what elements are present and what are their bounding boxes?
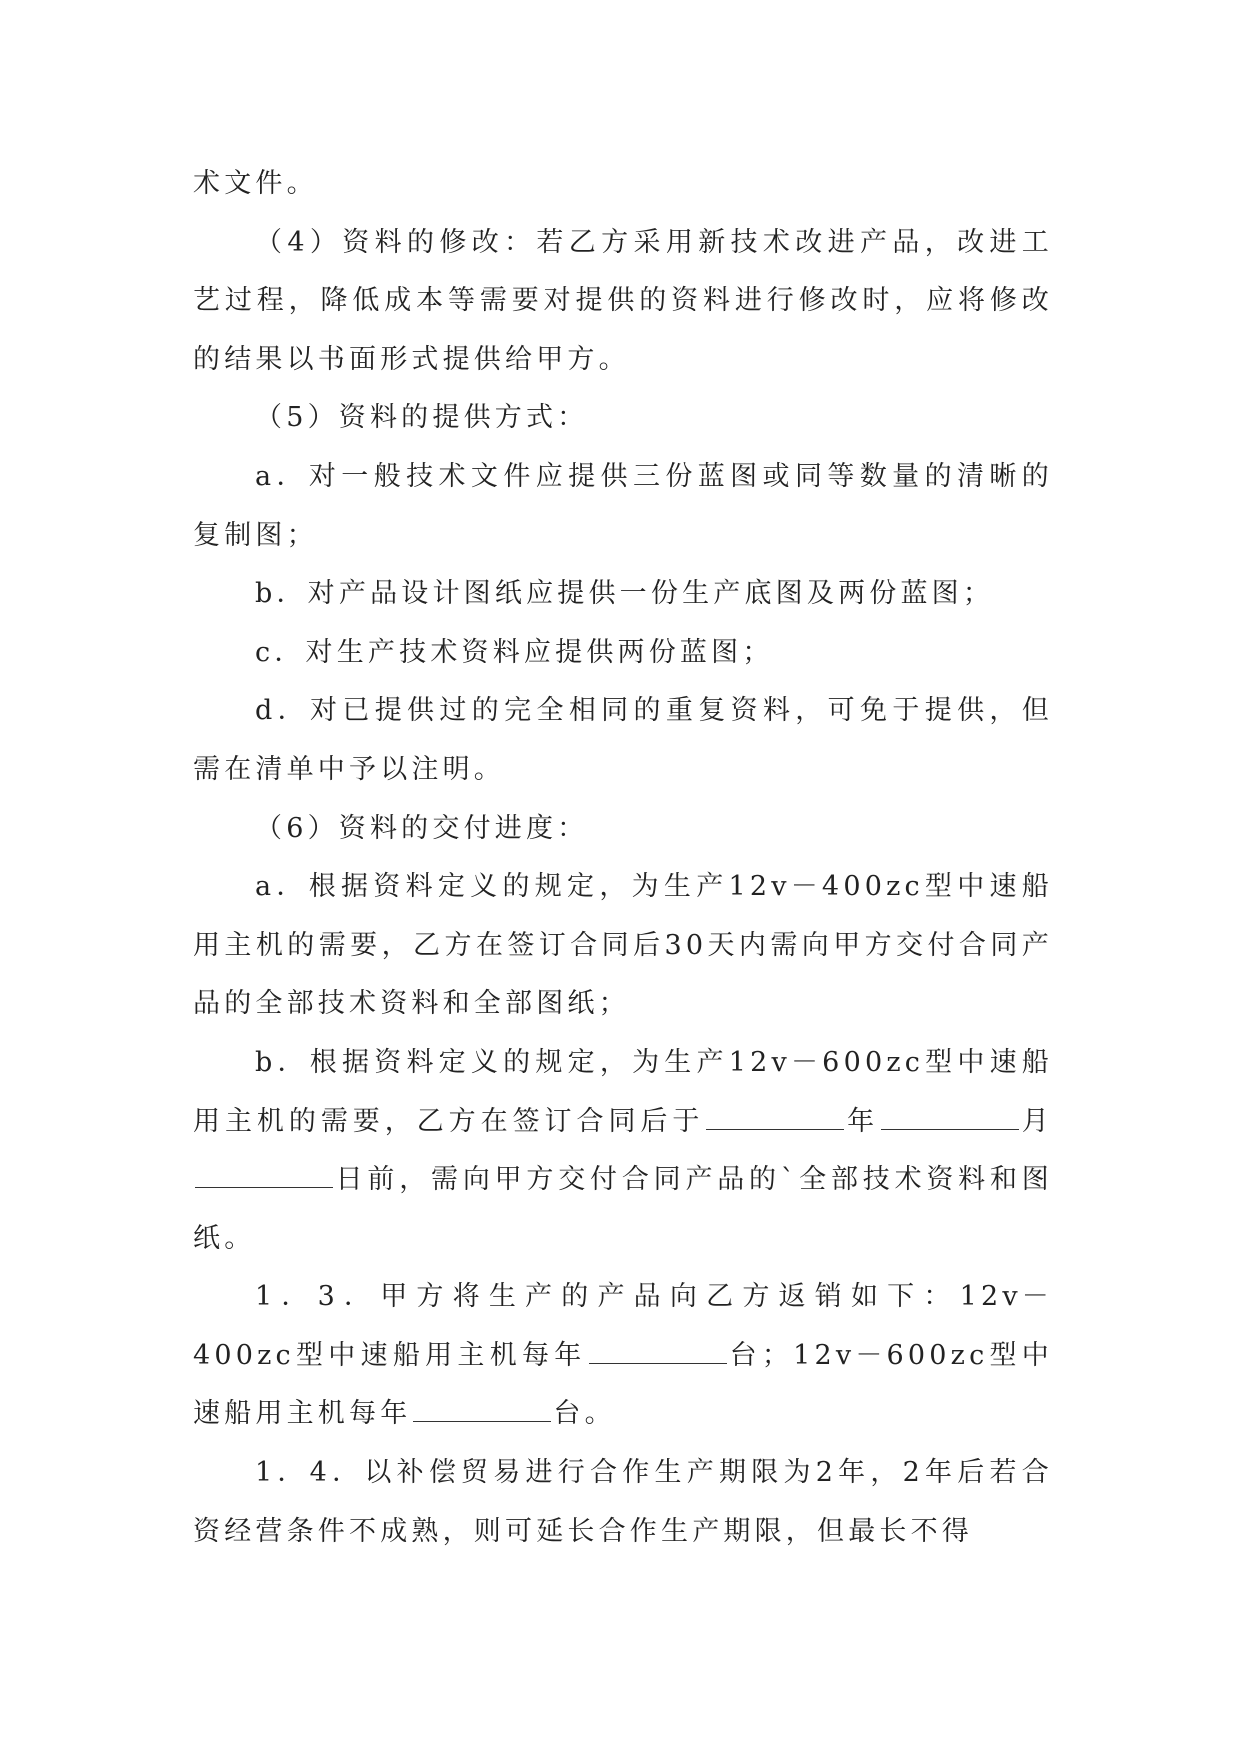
text-run: d．对已提供过的完全相同的重复资料，可免于提供，但需在清单中予以注明。 [193, 695, 1053, 785]
fill-in-blank-600zc-quantity[interactable] [413, 1395, 551, 1422]
text-run: b．对产品设计图纸应提供一份生产底图及两份蓝图； [255, 578, 995, 610]
text-run: 1．3．甲方将生产的产品向乙方返销如下：12v－400zc型中速船用主机每年 [193, 1281, 1053, 1371]
paragraph-clause-1-3-buyback [193, 1268, 1053, 1444]
text-run: （6）资料的交付进度： [255, 812, 589, 844]
fill-in-blank-400zc-quantity[interactable] [589, 1337, 727, 1364]
paragraph-item-c-production-docs [193, 624, 1053, 683]
text-run: 台；12v－600zc型中速船用主机每年 [193, 1339, 1054, 1430]
document-body [193, 155, 1053, 1561]
text-run: b．根据资料定义的规定，为生产12v－600zc型中速船用主机的需要，乙方在签订合同后于 [193, 1046, 1053, 1137]
paragraph-item-d-duplicate-docs [193, 682, 1053, 799]
paragraph-schedule-a-400zc [193, 858, 1053, 1034]
text-run: a．对一般技术文件应提供三份蓝图或同等数量的清晰的复制图； [193, 460, 1053, 551]
paragraph-clause-1-4-term [193, 1444, 1053, 1561]
text-run: 月 [1021, 1105, 1054, 1137]
paragraph-delivery-schedule-heading [193, 800, 1053, 859]
text-run: a．根据资料定义的规定，为生产12v－400zc型中速船用主机的需要，乙方在签订合同后30天内需向甲方交付合同产品的全部技术资料和全部图纸； [193, 871, 1053, 1020]
fill-in-blank-month[interactable] [881, 1103, 1019, 1130]
paragraph-continuation [193, 155, 1053, 214]
text-run: c．对生产技术资料应提供两份蓝图； [255, 636, 774, 668]
text-run: 1．4．以补偿贸易进行合作生产期限为2年，2年后若合资经营条件不成熟，则可延长合作生产期限，但最长不得 [193, 1457, 1053, 1547]
paragraph-material-modification [193, 214, 1053, 390]
text-run: 台。 [553, 1398, 616, 1430]
text-run: （5）资料的提供方式： [255, 402, 589, 434]
fill-in-blank-day[interactable] [195, 1161, 333, 1188]
paragraph-delivery-method-heading [193, 389, 1053, 448]
text-run: 年 [846, 1105, 880, 1137]
paragraph-item-b-design-drawings [193, 565, 1053, 624]
text-run: 日前，需向甲方交付合同产品的`全部技术资料和图纸。 [193, 1164, 1053, 1254]
text-run: （4）资料的修改：若乙方采用新技术改进产品，改进工艺过程，降低成本等需要对提供的资料进行修改时，应将修改的结果以书面形式提供给甲方。 [193, 226, 1053, 375]
fill-in-blank-year[interactable] [706, 1103, 844, 1130]
paragraph-item-a-general-docs [193, 448, 1053, 565]
paragraph-schedule-b-600zc [193, 1034, 1053, 1268]
text-run: 术文件。 [193, 168, 318, 199]
